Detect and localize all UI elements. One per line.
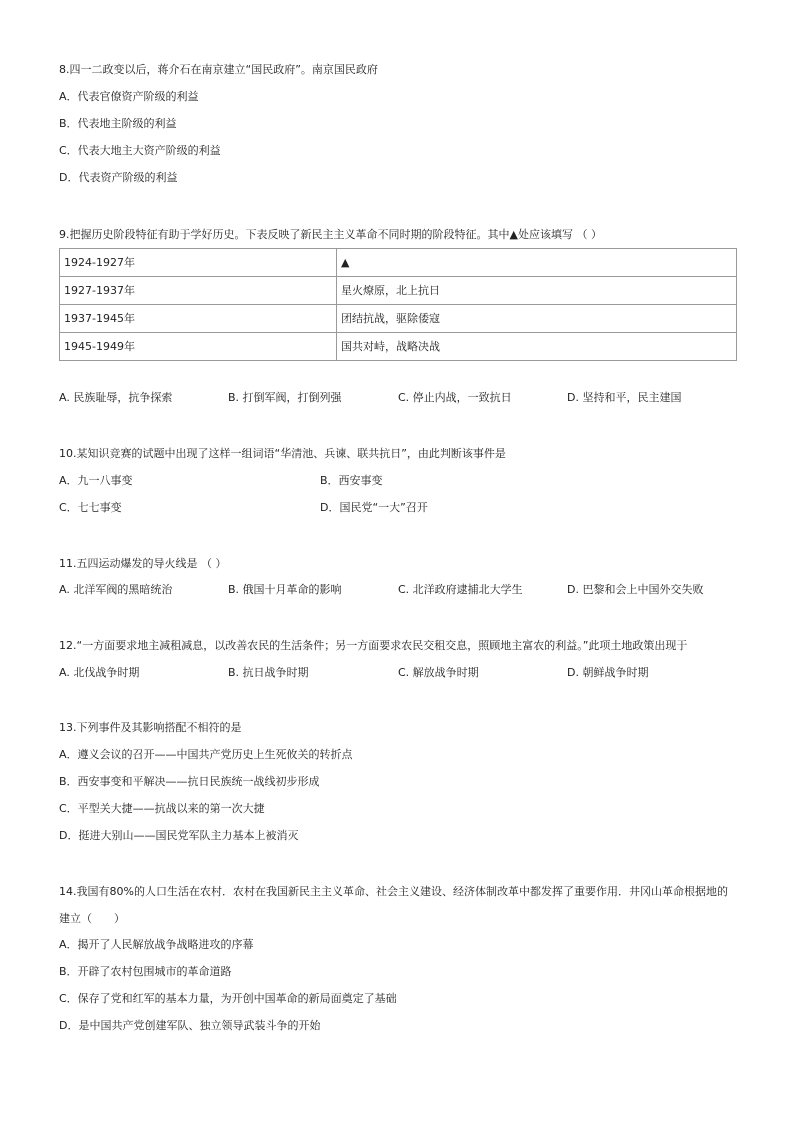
table-cell-period: 1927-1937年 [60,277,337,305]
question-9-option-b: B. 打倒军阀，打倒列强 [228,391,342,404]
table-row [60,333,737,361]
question-8-option-b: B．代表地主阶级的利益 [59,117,177,130]
question-11-option-c: C. 北洋政府逮捕北大学生 [398,583,523,596]
question-8-option-a: A．代表官僚资产阶级的利益 [59,90,199,103]
table-cell-period: 1937-1945年 [60,305,337,333]
question-10-option-a: A．九一八事变 [59,474,133,487]
table-cell-period: 1945-1949年 [60,333,337,361]
question-11-stem: 11.五四运动爆发的导火线是 （ ） [59,557,227,570]
question-13-option-b: B．西安事变和平解决——抗日民族统一战线初步形成 [59,775,320,788]
question-11-option-a: A. 北洋军阀的黑暗统治 [59,583,173,596]
question-8-option-d: D．代表资产阶级的利益 [59,171,178,184]
question-14-option-a: A．揭开了人民解放战争战略进攻的序幕 [59,938,254,951]
question-9-option-c: C. 停止内战，一致抗日 [398,391,512,404]
question-12-option-a: A. 北伐战争时期 [59,666,140,679]
question-8-stem: 8.四一二政变以后，蒋介石在南京建立“国民政府”。南京国民政府 [59,63,378,76]
question-9-option-a: A. 民族耻辱，抗争探索 [59,391,173,404]
question-10-option-b: B．西安事变 [320,474,383,487]
table-cell-feature: 团结抗战，驱除倭寇 [337,305,737,333]
question-9-option-d: D. 坚持和平，民主建国 [567,391,682,404]
question-13-option-a: A．遵义会议的召开——中国共产党历史上生死攸关的转折点 [59,748,353,761]
stage-table [59,248,737,361]
question-12-stem: 12.“一方面要求地主减租减息，以改善农民的生活条件；另一方面要求农民交租交息，照顾地主富农的利益。”此项土地政策出现于 [59,639,688,652]
question-10-option-c: C．七七事变 [59,501,122,514]
question-13-option-c: C．平型关大捷——抗战以来的第一次大捷 [59,802,265,815]
question-9-stem: 9.把握历史阶段特征有助于学好历史。下表反映了新民主主义革命不同时期的阶段特征。其中▲处应该填写 （ ） [59,228,602,241]
table-cell-feature: 星火燎原，北上抗日 [337,277,737,305]
question-14-option-c: C．保存了党和红军的基本力量，为开创中国革命的新局面奠定了基础 [59,992,397,1005]
question-13-stem: 13.下列事件及其影响搭配不相符的是 [59,721,242,734]
question-14-option-d: D．是中国共产党创建军队、独立领导武装斗争的开始 [59,1019,321,1032]
table-row [60,305,737,333]
question-12-option-b: B. 抗日战争时期 [228,666,309,679]
question-11-option-b: B. 俄国十月革命的影响 [228,583,342,596]
question-12-option-d: D. 朝鲜战争时期 [567,666,649,679]
table-cell-feature: 国共对峙，战略决战 [337,333,737,361]
table-cell-period: 1924-1927年 [60,249,337,277]
table-row [60,277,737,305]
question-10-stem: 10.某知识竞赛的试题中出现了这样一组词语“华清池、兵谏、联共抗日”，由此判断该事件是 [59,447,506,460]
question-10-option-d: D．国民党“一大”召开 [320,501,428,514]
question-12-option-c: C. 解放战争时期 [398,666,479,679]
question-8-option-c: C．代表大地主大资产阶级的利益 [59,144,221,157]
table-cell-feature: ▲ [337,249,737,277]
question-13-option-d: D．挺进大别山——国民党军队主力基本上被消灭 [59,829,299,842]
question-11-option-d: D. 巴黎和会上中国外交失败 [567,583,704,596]
question-14-stem-continued: 建立（ ） [59,912,125,925]
question-14-stem: 14.我国有80%的人口生活在农村．农村在我国新民主主义革命、社会主义建设、经济体制改革中都发挥了重要作用．井冈山革命根据地的 [59,885,728,898]
question-14-option-b: B．开辟了农村包围城市的革命道路 [59,965,232,978]
table-row [60,249,737,277]
